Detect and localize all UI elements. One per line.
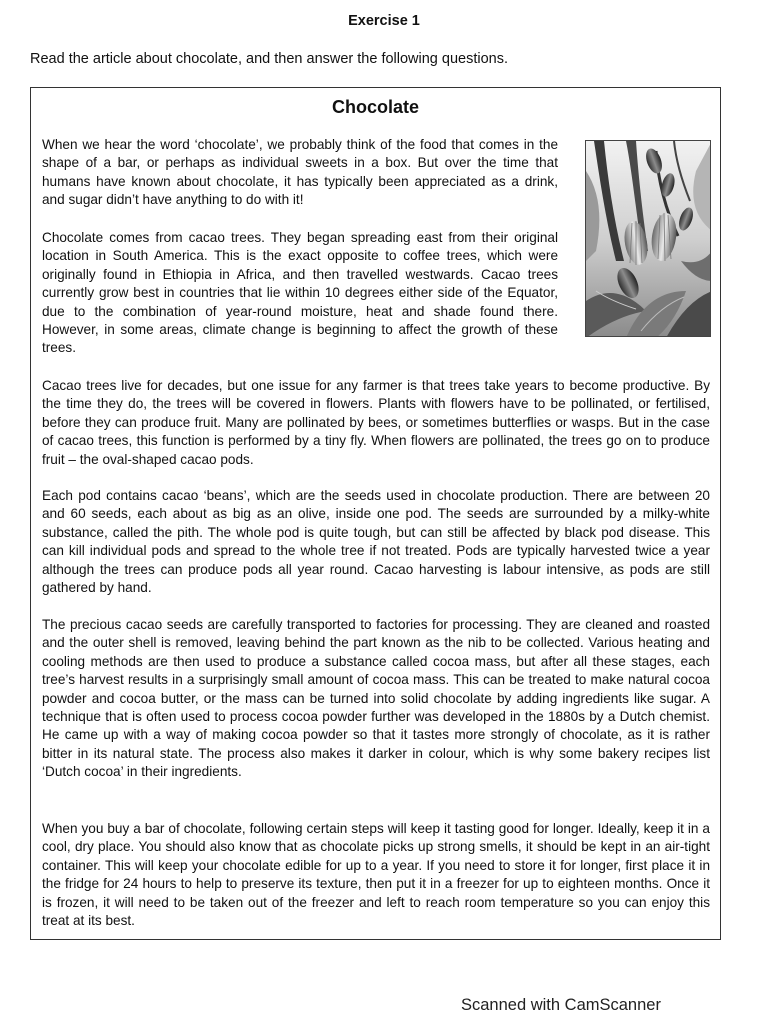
article-box bbox=[30, 87, 721, 940]
exercise-title: Exercise 1 bbox=[348, 13, 420, 29]
paragraph-2: Chocolate comes from cacao trees. They began spreading east from their original location in South America. This is the exact opposite to coffee trees, which were originally found in Ethiopia in Africa, and then travelled westwards. Cacao trees currently grow best in countries that lie within 10 degrees either side of the Equator, due to the combination of year-round moisture, heat and shade found there. However, in some areas, climate change is beginning to affect the growth of these trees. bbox=[42, 230, 558, 356]
paragraph-1: When we hear the word ‘chocolate’, we probably think of the food that comes in the shape of a bar, or perhaps as individual sweets in a box. But over the time that humans have known about chocolate, it has typically been appreciated as a drink, and sugar didn’t have anything to do with it! bbox=[42, 137, 558, 208]
scanner-watermark: Scanned with CamScanner bbox=[461, 996, 661, 1014]
article-title: Chocolate bbox=[331, 97, 419, 117]
cacao-pods-illustration bbox=[585, 140, 711, 337]
paragraph-3: Cacao trees live for decades, but one issue for any farmer is that trees take years to become productive. By the time they do, the trees will be covered in flowers. Plants with flowers have to be pollinated, or fertilised, before they can produce fruit. Many are pollinated by bees, or sometimes butterflies or wasps. But in the case of cacao trees, this function is performed by a tiny fly. When flowers are pollinated, the trees go on to produce fruit – the oval-shaped cacao pods. bbox=[42, 378, 710, 467]
paragraph-5: The precious cacao seeds are carefully transported to factories for processing. They are cleaned and roasted and the outer shell is removed, leaving behind the part known as the nib to be collected. Various heating and cooling methods are then used to produce a substance called cocoa mass, but after all these stages, each tree’s harvest results in a surprisingly small amount of cocoa mass. This can be treated to make natural cocoa powder and cocoa butter, or the mass can be turned into solid chocolate by adding ingredients like sugar. A technique that is often used to process cocoa powder further was developed in the 1880s by a Dutch chemist. He came up with a way of making cocoa powder so that it tastes more strongly of chocolate, as it is rather bitter in its natural state. The process also makes it darker in colour, which is why some bakery recipes list ‘Dutch cocoa’ in their ingredients. bbox=[42, 617, 710, 780]
instructions: Read the article about chocolate, and then answer the following questions. bbox=[30, 51, 509, 67]
paragraph-6: When you buy a bar of chocolate, following certain steps will keep it tasting good for longer. Ideally, keep it in a cool, dry place. You should also know that as chocolate picks up strong smells, it should be kept in an air-tight container. This will keep your chocolate edible for up to a year. If you need to store it for longer, first place it in the fridge for 24 hours to help to preserve its texture, then put it in a freezer for up to eighteen months. Once it is frozen, it will need to be taken out of the freezer and left to reach room temperature so you can enjoy this treat at its best. bbox=[42, 821, 710, 929]
paragraph-4: Each pod contains cacao ‘beans’, which are the seeds used in chocolate production. There are between 20 and 60 seeds, each about as big as an olive, inside one pod. The seeds are surrounded by a milky-white substance, called the pith. The whole pod is quite tough, but can still be affected by black pod disease. This can kill individual pods and spread to the whole tree if not treated. Pods are typically harvested twice a year although the trees can produce pods all year round. Cacao harvesting is labour intensive, as pods are still gathered by hand. bbox=[42, 488, 710, 596]
